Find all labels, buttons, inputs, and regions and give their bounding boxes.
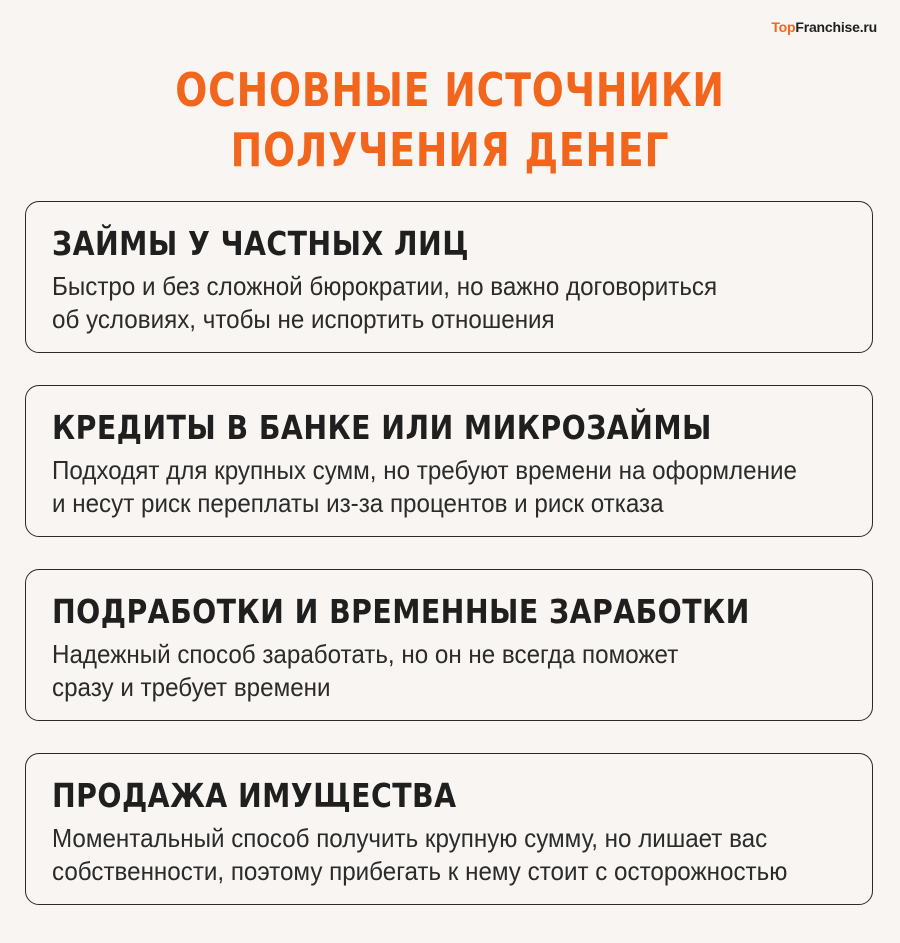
card-description-line-2: об условиях, чтобы не испортить отношения — [52, 304, 555, 334]
brand-logo-rest: Franchise.ru — [795, 19, 877, 35]
card-description-line-1: Моментальный способ получить крупную сумму, но лишает вас — [52, 823, 768, 853]
card-description — [52, 822, 815, 888]
brand-logo-accent: Top — [771, 19, 796, 35]
source-card-bank-credits — [25, 385, 873, 537]
source-card-private-loans — [25, 201, 873, 353]
card-description — [52, 638, 815, 704]
card-description-line-2: сразу и требует времени — [52, 672, 331, 702]
card-heading: ПРОДАЖА ИМУЩЕСТВА — [52, 776, 457, 815]
page-title-line-1: ОСНОВНЫЕ ИСТОЧНИКИ — [175, 63, 725, 117]
card-description-line-2: и несут риск переплаты из-за процентов и риск отказа — [52, 488, 664, 518]
page-title-line-2: ПОЛУЧЕНИЯ ДЕНЕГ — [230, 123, 670, 177]
source-card-property-sale — [25, 753, 873, 905]
card-description-line-1: Надежный способ заработать, но он не всегда поможет — [52, 639, 679, 669]
card-description-line-2: собственности, поэтому прибегать к нему стоит с осторожностью — [52, 856, 788, 886]
card-description-line-1: Быстро и без сложной бюрократии, но важно договориться — [52, 271, 718, 301]
card-description-line-1: Подходят для крупных сумм, но требуют времени на оформление — [52, 455, 797, 485]
page-title — [81, 60, 819, 180]
card-heading: КРЕДИТЫ В БАНКЕ ИЛИ МИКРОЗАЙМЫ — [52, 408, 712, 447]
brand-logo — [771, 19, 877, 35]
card-heading: ЗАЙМЫ У ЧАСТНЫХ ЛИЦ — [52, 224, 469, 263]
source-card-side-jobs — [25, 569, 873, 721]
card-heading: ПОДРАБОТКИ И ВРЕМЕННЫЕ ЗАРАБОТКИ — [52, 592, 750, 631]
card-description — [52, 454, 815, 520]
card-description — [52, 270, 815, 336]
